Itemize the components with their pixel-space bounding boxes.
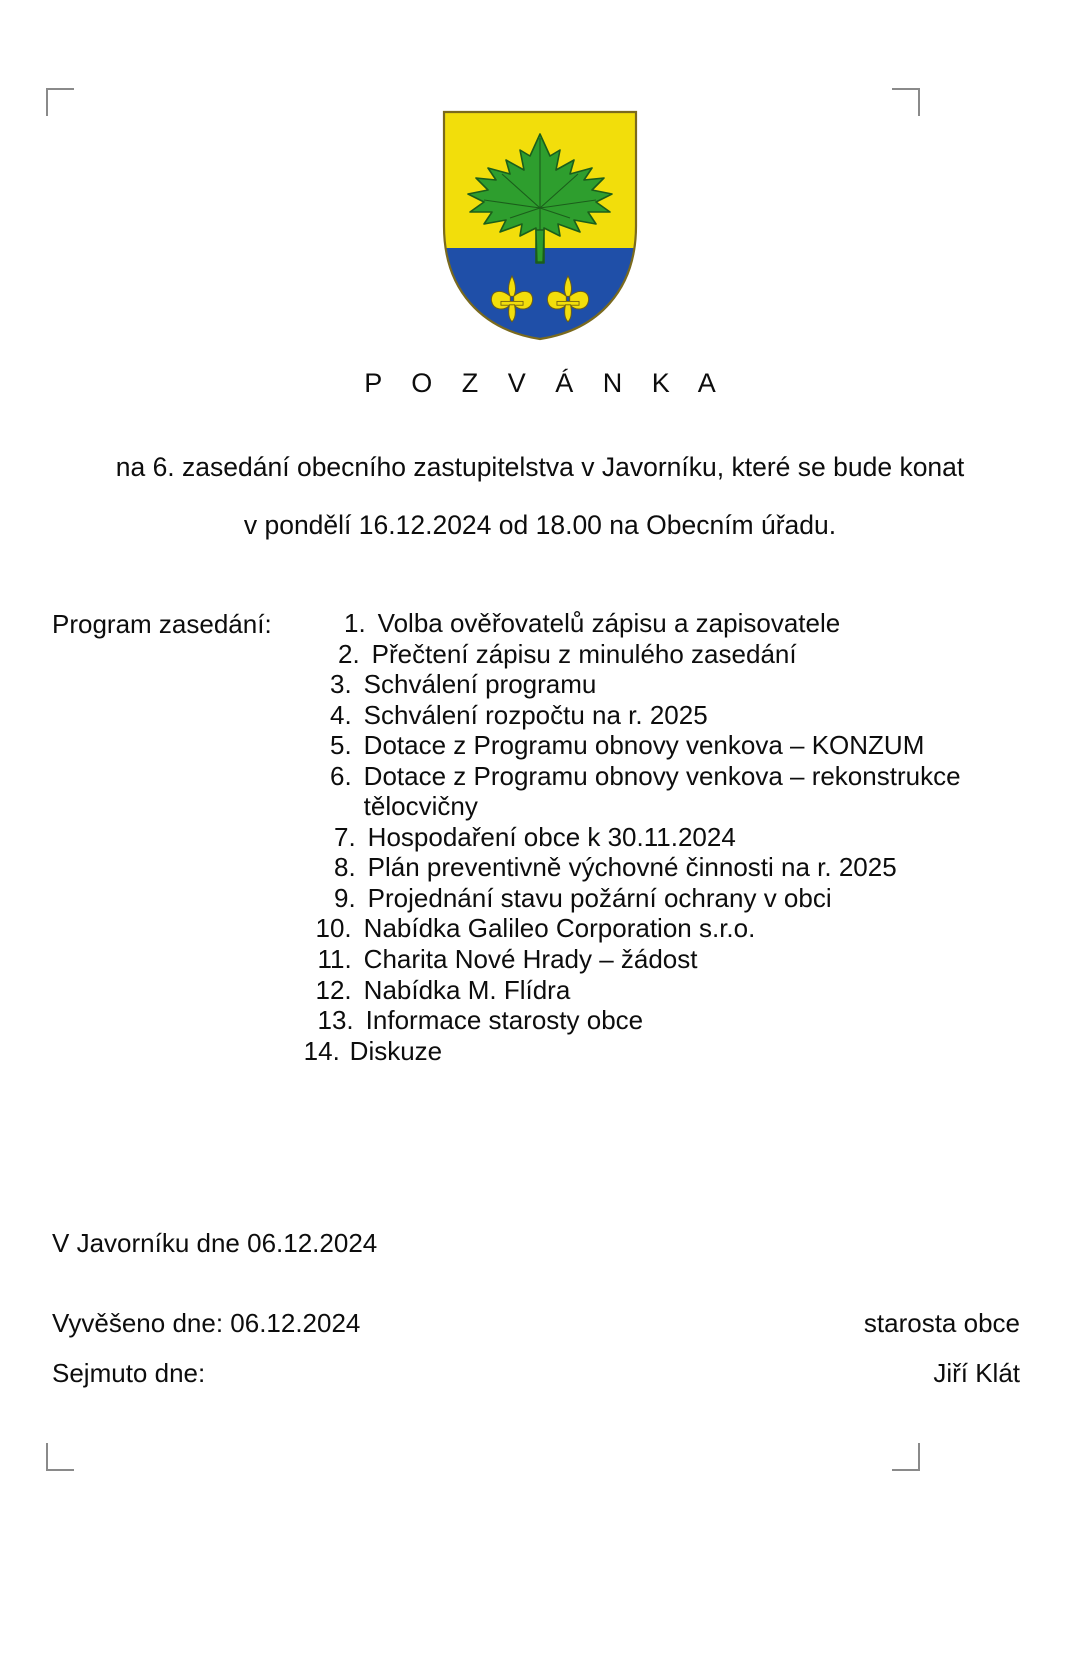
place-date: V Javorníku dne 06.12.2024 [52, 1228, 378, 1258]
item-text: Diskuze [349, 1035, 443, 1066]
item-text: Charita Nové Hrady – žádost [363, 944, 698, 975]
list-item [304, 975, 1020, 1006]
list-item [304, 944, 1020, 975]
item-text: Nabídka M. Flídra [363, 974, 571, 1005]
program-section [52, 608, 1020, 1066]
list-item [304, 669, 1020, 700]
crop-mark-bottom-left [46, 1443, 74, 1471]
item-number: 4. [329, 699, 352, 730]
list-item [304, 730, 1020, 761]
coat-of-arms-icon [440, 108, 640, 343]
item-number: 12. [315, 974, 352, 1005]
item-number: 3. [329, 669, 352, 700]
coat-of-arms [0, 108, 1080, 343]
item-number: 1. [343, 608, 366, 638]
list-item [304, 608, 1020, 639]
signature-name: Jiří Klát [933, 1358, 1020, 1388]
intro-line-1: na 6. zasedání obecního zastupitelstva v Javorníku, které se bude konat [115, 452, 965, 482]
place-date-line [52, 1228, 1020, 1259]
item-number: 14. [303, 1035, 340, 1066]
list-item [304, 822, 1020, 853]
list-item [304, 1005, 1020, 1036]
item-text: Schválení programu [363, 669, 597, 700]
list-item [304, 639, 1020, 670]
item-text: Informace starosty obce [365, 1005, 644, 1036]
item-number: 10. [315, 913, 352, 944]
page-title: P O Z V Á N K A [364, 368, 727, 398]
posted-date: Vyvěšeno dne: 06.12.2024 [52, 1308, 361, 1338]
intro-line-2: v pondělí 16.12.2024 od 18.00 na Obecním úřadu. [243, 510, 837, 540]
item-number: 11. [317, 944, 352, 975]
posted-line [52, 1308, 1020, 1339]
item-text: Dotace z Programu obnovy venkova – rekonstrukce tělocvičny [363, 760, 961, 822]
list-item [304, 883, 1020, 914]
item-number: 5. [329, 730, 352, 761]
item-text: Projednání stavu požární ochrany v obci [367, 882, 832, 913]
list-item [304, 1036, 1020, 1067]
item-text: Schválení rozpočtu na r. 2025 [363, 699, 708, 730]
list-item [304, 852, 1020, 883]
item-text: Přečtení zápisu z minulého zasedání [371, 638, 797, 669]
item-number: 8. [333, 852, 356, 883]
agenda-list [304, 608, 1020, 1066]
item-text: Dotace z Programu obnovy venkova – KONZUM [363, 730, 925, 761]
item-text: Nabídka Galileo Corporation s.r.o. [363, 913, 756, 944]
item-number: 9. [333, 882, 356, 913]
list-item [304, 761, 1020, 822]
item-number: 13. [317, 1005, 354, 1036]
removed-line [52, 1358, 1020, 1389]
item-text: Hospodaření obce k 30.11.2024 [367, 821, 736, 852]
crop-mark-bottom-right [892, 1443, 920, 1471]
item-number: 6. [329, 760, 352, 791]
signature-role: starosta obce [863, 1308, 1020, 1338]
item-text: Plán preventivně výchovné činnosti na r. 2025 [367, 852, 897, 883]
item-number: 2. [337, 638, 360, 669]
program-label: Program zasedání: [52, 609, 272, 639]
list-item [304, 700, 1020, 731]
item-text: Volba ověřovatelů zápisu a zapisovatele [377, 608, 841, 638]
item-number: 7. [333, 821, 356, 852]
list-item [304, 913, 1020, 944]
removed-date: Sejmuto dne: [52, 1358, 206, 1388]
